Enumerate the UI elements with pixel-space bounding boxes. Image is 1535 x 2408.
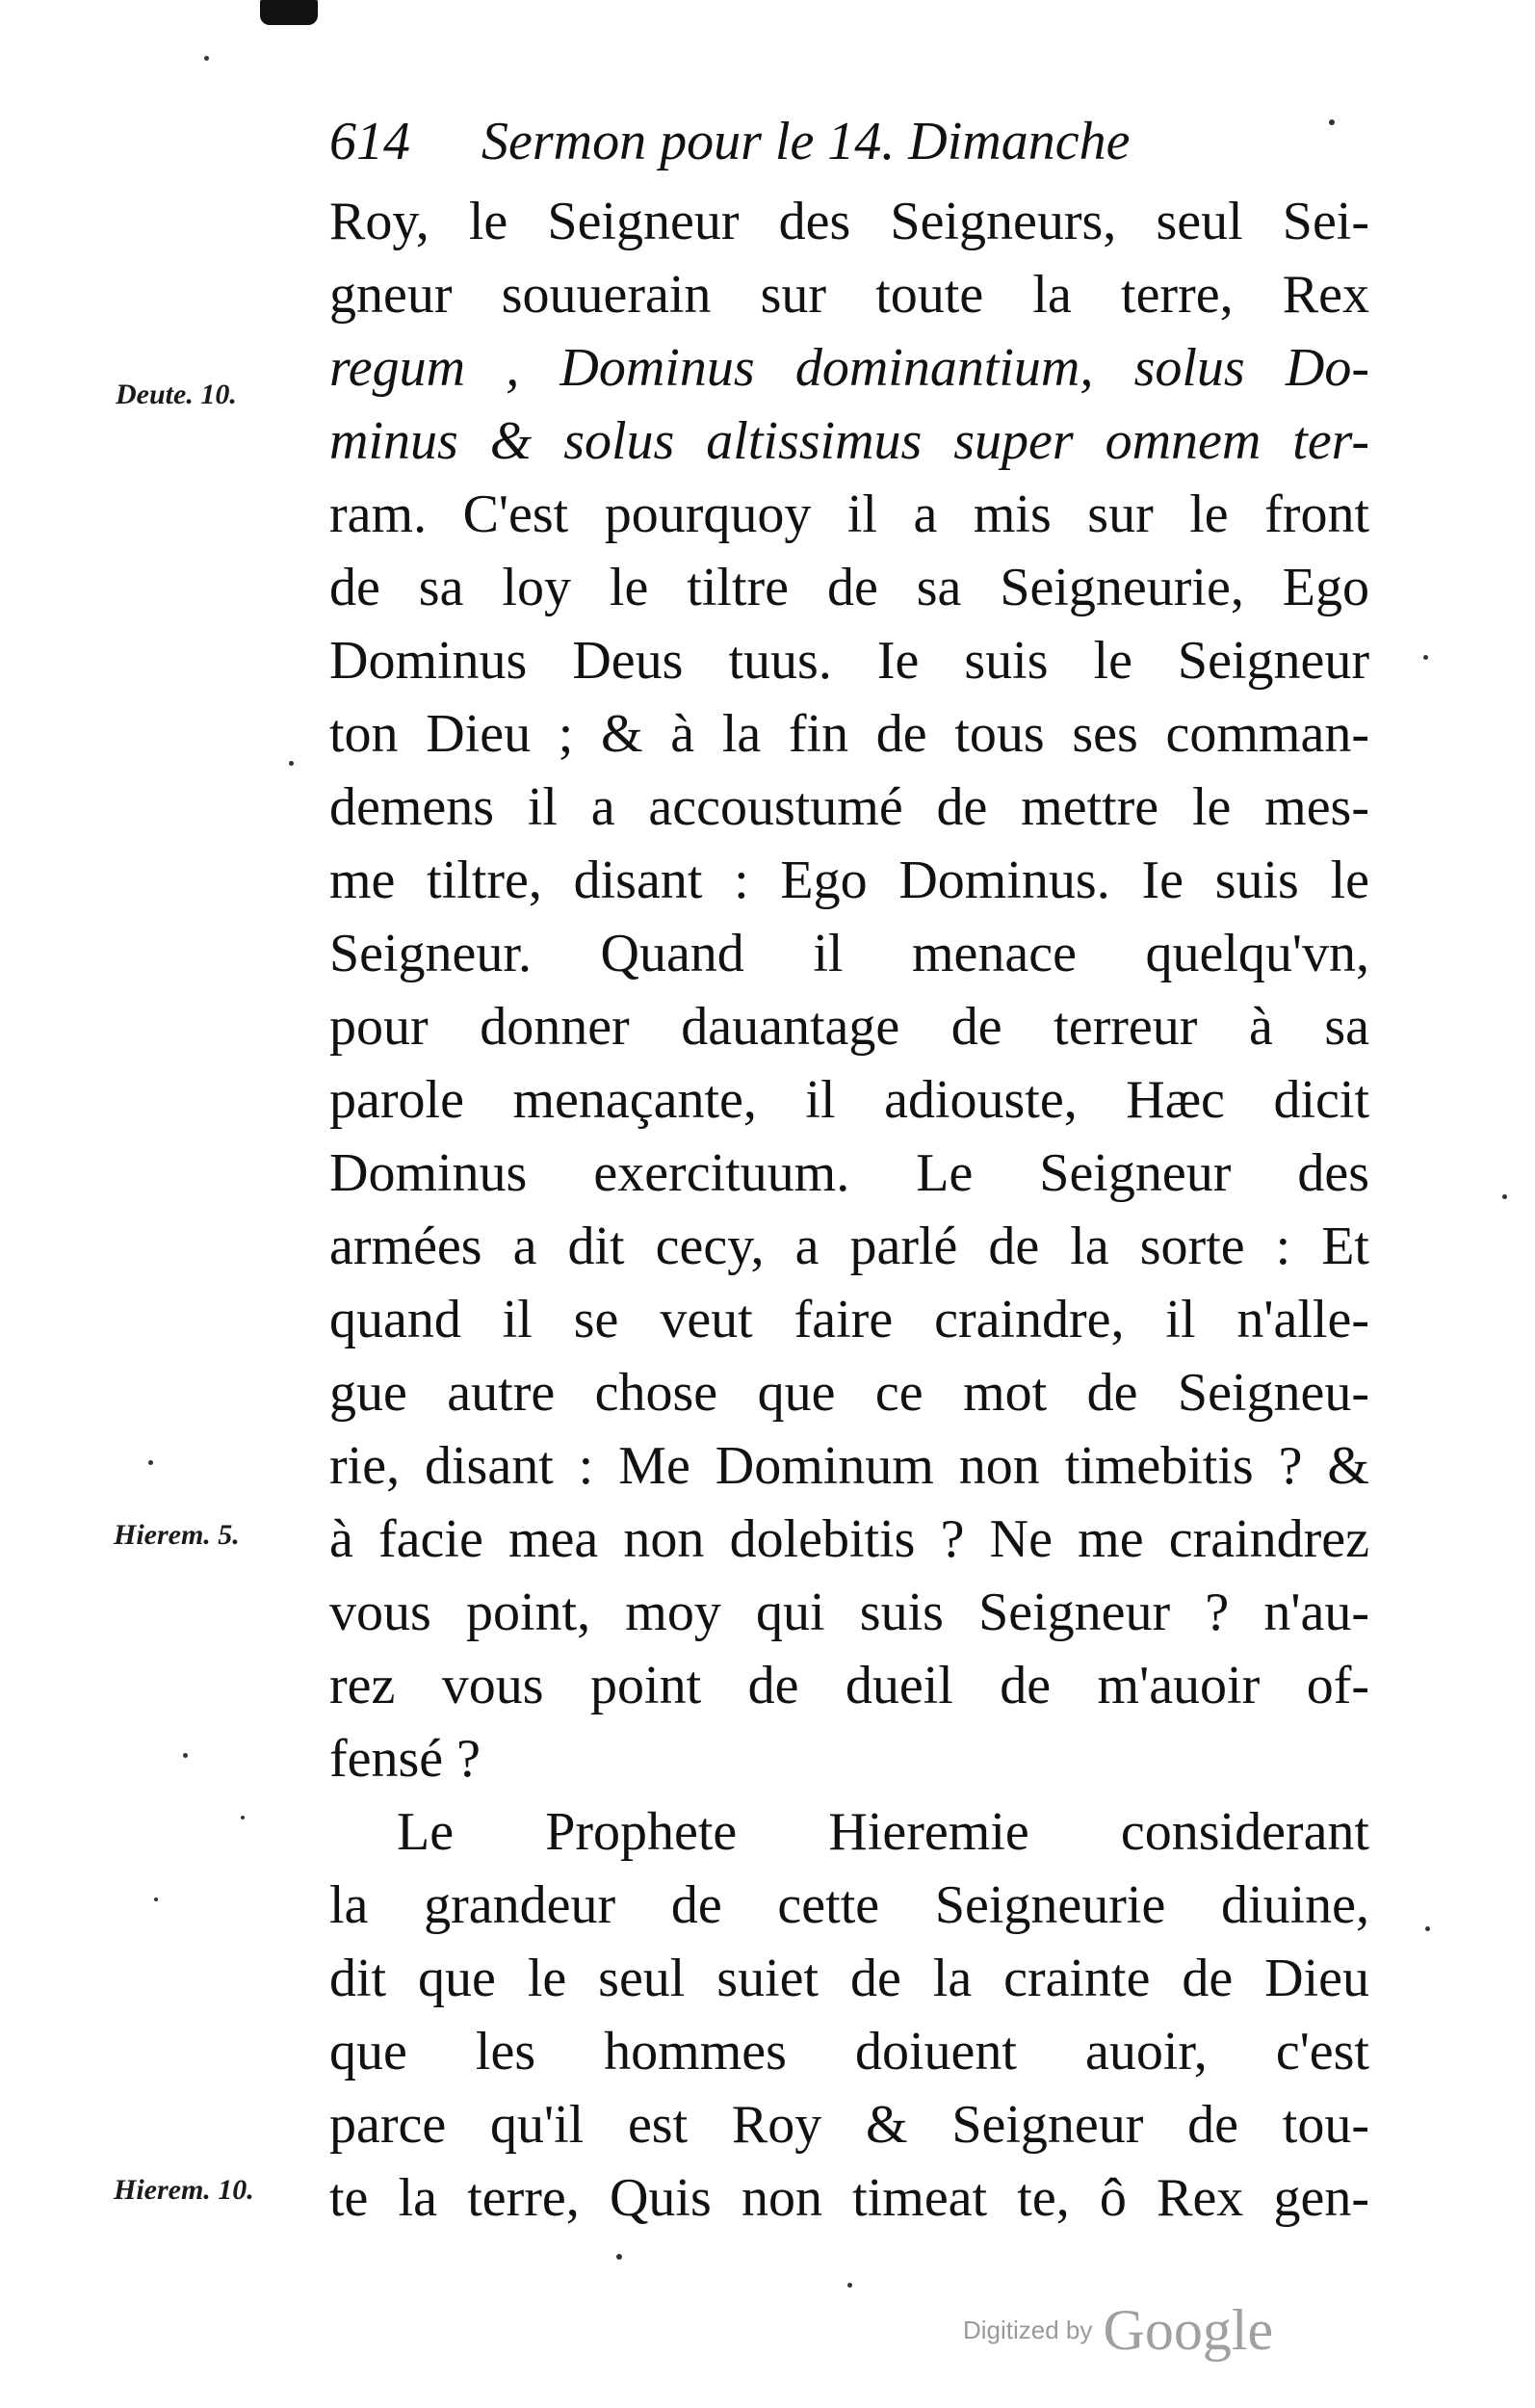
- ink-blot: [260, 0, 318, 25]
- text-line: gneur souuerain sur toute la terre, Rex: [329, 265, 1369, 325]
- running-header: [329, 108, 1350, 175]
- text-line: parole menaçante, il adiouste, Hæc dicit: [329, 1070, 1369, 1130]
- print-speck: [616, 2254, 622, 2260]
- margin-note-deute: Deute. 10.: [116, 379, 237, 410]
- text-line: Seigneur. Quand il menace quelqu'vn,: [329, 924, 1369, 983]
- text-line: Le Prophete Hieremie considerant: [397, 1802, 1369, 1862]
- watermark-prefix: Digitized by: [963, 2316, 1093, 2344]
- text-line: ton Dieu ; & à la fin de tous ses comman-: [329, 704, 1369, 764]
- text-line: regum , Dominus dominantium, solus Do-: [329, 338, 1369, 398]
- print-speck: [183, 1753, 188, 1758]
- print-speck: [1502, 1194, 1507, 1199]
- text-line: parce qu'il est Roy & Seigneur de tou-: [329, 2095, 1369, 2155]
- text-line: demens il a accoustumé de mettre le mes-: [329, 777, 1369, 837]
- print-speck: [204, 56, 209, 61]
- text-line: rez vous point de dueil de m'auoir of-: [329, 1656, 1369, 1715]
- text-line: te la terre, Quis non timeat te, ô Rex gen-: [329, 2168, 1369, 2228]
- text-line: à facie mea non dolebitis ? Ne me craindrez: [329, 1509, 1369, 1569]
- text-line: me tiltre, disant : Ego Dominus. Ie suis le: [329, 851, 1369, 910]
- running-title: Sermon pour le 14. Dimanche: [481, 112, 1131, 171]
- google-logo: Google: [1103, 2298, 1274, 2362]
- text-line: armées a dit cecy, a parlé de la sorte : Et: [329, 1217, 1369, 1276]
- text-line: pour donner dauantage de terreur à sa: [329, 997, 1369, 1057]
- text-line: Dominus exercituum. Le Seigneur des: [329, 1143, 1369, 1203]
- text-line: ram. C'est pourquoy il a mis sur le front: [329, 484, 1369, 544]
- text-line: fensé ?: [329, 1729, 481, 1789]
- text-line: dit que le seul suiet de la crainte de Dieu: [329, 1949, 1369, 2008]
- text-line: rie, disant : Me Dominum non timebitis ? &: [329, 1436, 1369, 1496]
- text-line: Dominus Deus tuus. Ie suis le Seigneur: [329, 631, 1369, 691]
- print-speck: [241, 1816, 245, 1819]
- text-line: Roy, le Seigneur des Seigneurs, seul Sei-: [329, 192, 1369, 251]
- digitized-by-watermark: [963, 2297, 1273, 2365]
- print-speck: [148, 1460, 153, 1465]
- print-speck: [1329, 119, 1335, 125]
- print-speck: [847, 2283, 852, 2288]
- text-line: la grandeur de cette Seigneurie diuine,: [329, 1875, 1369, 1935]
- text-line: de sa loy le tiltre de sa Seigneurie, Ego: [329, 558, 1369, 617]
- text-line: que les hommes doiuent auoir, c'est: [329, 2022, 1369, 2081]
- print-speck: [1423, 655, 1428, 660]
- text-line: quand il se veut faire craindre, il n'alle-: [329, 1290, 1369, 1349]
- text-line: gue autre chose que ce mot de Seigneu-: [329, 1363, 1369, 1423]
- margin-note-hierem-10: Hierem. 10.: [114, 2174, 254, 2206]
- print-speck: [154, 1898, 158, 1901]
- page-number: 614: [329, 112, 410, 171]
- text-line: vous point, moy qui suis Seigneur ? n'au-: [329, 1583, 1369, 1642]
- print-speck: [289, 761, 294, 766]
- body-text: [329, 185, 1369, 2235]
- margin-note-hierem-5: Hierem. 5.: [114, 1519, 240, 1551]
- print-speck: [1425, 1926, 1430, 1931]
- text-line: minus & solus altissimus super omnem ter-: [329, 411, 1369, 471]
